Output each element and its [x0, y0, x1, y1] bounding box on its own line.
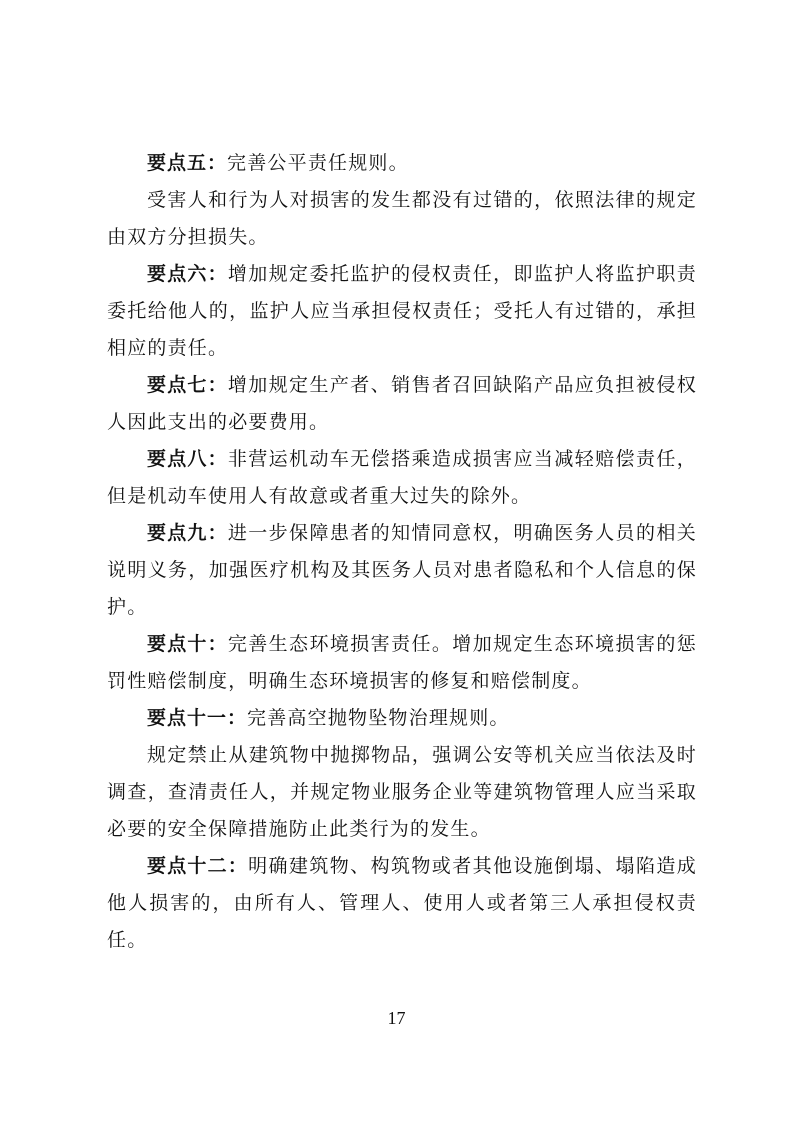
- point-heading: 要点五：: [147, 152, 228, 174]
- paragraph-text: 非营运机动车无偿搭乘造成损害应当减轻赔偿责任，但是机动车使用人有故意或者重大过失的除外。: [107, 448, 697, 507]
- paragraph-text: 完善高空抛物坠物治理规则。: [247, 707, 510, 729]
- paragraph-point-5: [107, 145, 697, 182]
- point-heading: 要点七：: [147, 374, 228, 396]
- paragraph-point-9: [107, 515, 697, 626]
- paragraph-point-8: [107, 441, 697, 515]
- paragraph-text: 增加规定委托监护的侵权责任，即监护人将监护职责委托给他人的，监护人应当承担侵权责任；受托人有过错的，承担相应的责任。: [107, 263, 697, 359]
- paragraph-point-11: [107, 700, 697, 737]
- point-heading: 要点八：: [147, 448, 228, 470]
- paragraph-text: 进一步保障患者的知情同意权，明确医务人员的相关说明义务，加强医疗机构及其医务人员对患者隐私和个人信息的保护。: [107, 522, 697, 618]
- paragraph-point-5-detail: [107, 182, 697, 256]
- paragraph-point-7: [107, 367, 697, 441]
- point-heading: 要点六：: [147, 263, 228, 285]
- point-heading: 要点九：: [147, 522, 228, 544]
- paragraph-text: 明确建筑物、构筑物或者其他设施倒塌、塌陷造成他人损害的，由所有人、管理人、使用人或者第三人承担侵权责任。: [107, 855, 697, 951]
- paragraph-text: 增加规定生产者、销售者召回缺陷产品应负担被侵权人因此支出的必要费用。: [107, 374, 697, 433]
- point-heading: 要点十一：: [147, 707, 248, 729]
- document-body: [107, 145, 697, 959]
- paragraph-point-6: [107, 256, 697, 367]
- paragraph-text: 完善公平责任规则。: [227, 152, 409, 174]
- page-number: 17: [387, 1008, 406, 1028]
- paragraph-point-12: [107, 848, 697, 959]
- paragraph-text: 完善生态环境损害责任。增加规定生态环境损害的惩罚性赔偿制度，明确生态环境损害的修复和赔偿制度。: [107, 633, 697, 692]
- point-heading: 要点十：: [147, 633, 228, 655]
- paragraph-text: 规定禁止从建筑物中抛掷物品，强调公安等机关应当依法及时调查，查清责任人，并规定物业服务企业等建筑物管理人应当采取必要的安全保障措施防止此类行为的发生。: [107, 744, 697, 840]
- paragraph-point-11-detail: [107, 737, 697, 848]
- point-heading: 要点十二：: [147, 855, 249, 877]
- paragraph-text: 受害人和行为人对损害的发生都没有过错的，依照法律的规定由双方分担损失。: [107, 189, 697, 248]
- paragraph-point-10: [107, 626, 697, 700]
